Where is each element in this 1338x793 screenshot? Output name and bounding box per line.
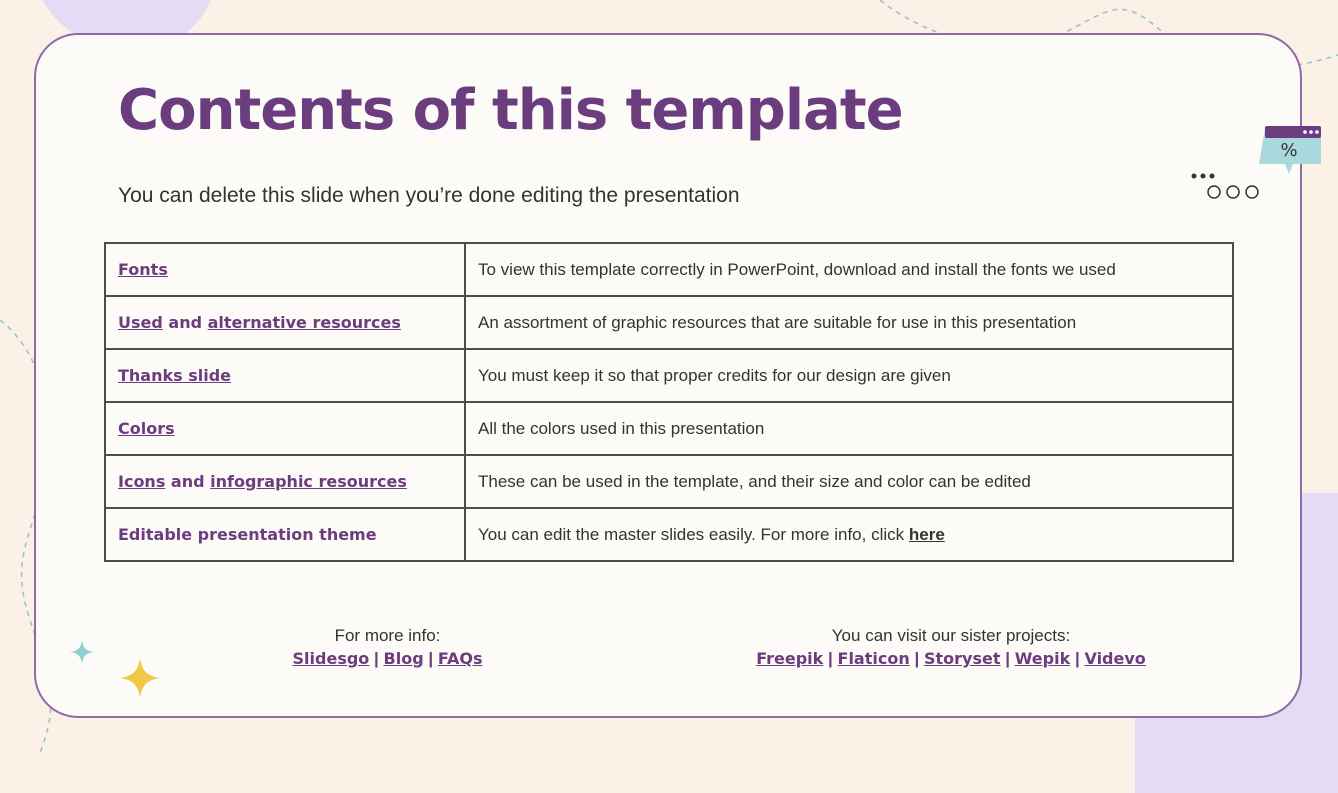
- flaticon-link[interactable]: Flaticon: [837, 649, 910, 668]
- videvo-link[interactable]: Videvo: [1084, 649, 1146, 668]
- footer-sister-projects: [712, 624, 1190, 670]
- footer-label: For more info:: [334, 626, 441, 645]
- subtitle: You can delete this slide when you’re done editing the presentation: [118, 184, 740, 207]
- footer-more-info: [240, 624, 535, 670]
- separator: |: [828, 649, 833, 668]
- freepik-link[interactable]: Freepik: [756, 649, 824, 668]
- separator: |: [374, 649, 379, 668]
- table-row: [105, 296, 1233, 349]
- resource-cell: [105, 402, 465, 455]
- thanks-slide-link[interactable]: Thanks slide: [118, 365, 232, 385]
- wepik-link[interactable]: Wepik: [1014, 649, 1071, 668]
- resource-cell: [105, 508, 465, 561]
- resource-cell: [105, 349, 465, 402]
- separator: |: [428, 649, 434, 668]
- separator: |: [914, 649, 920, 668]
- small-sparkle-icon: [70, 640, 94, 664]
- used-link[interactable]: Used: [118, 312, 163, 332]
- slidesgo-link[interactable]: Slidesgo: [292, 649, 370, 668]
- description-cell: To view this template correctly in PowerPoint, download and install the fonts we used: [465, 243, 1233, 296]
- description-text: You can edit the master slides easily. For more info, click: [478, 524, 909, 544]
- contents-table: [104, 242, 1234, 562]
- footer-links: [712, 647, 1190, 670]
- description-cell: You must keep it so that proper credits for our design are given: [465, 349, 1233, 402]
- description-cell: All the colors used in this presentation: [465, 402, 1233, 455]
- description-cell: An assortment of graphic resources that are suitable for use in this presentation: [465, 296, 1233, 349]
- star-sparkle-icon: [120, 658, 160, 698]
- resource-cell: [105, 296, 465, 349]
- editable-theme-label: Editable presentation theme: [118, 524, 377, 544]
- faqs-link[interactable]: FAQs: [437, 649, 483, 668]
- resource-cell: [105, 455, 465, 508]
- footer-links: [240, 647, 535, 670]
- here-link[interactable]: here: [908, 524, 945, 544]
- footer-label: You can visit our sister projects:: [831, 626, 1071, 645]
- and-text: and: [162, 312, 208, 332]
- table-row: [105, 349, 1233, 402]
- table-row: [105, 508, 1233, 561]
- fonts-link[interactable]: Fonts: [118, 259, 168, 279]
- alternative-resources-link[interactable]: alternative resources: [207, 312, 401, 332]
- description-cell: [465, 508, 1233, 561]
- table-row: [105, 243, 1233, 296]
- blog-link[interactable]: Blog: [383, 649, 424, 668]
- browser-window-icon: [1255, 124, 1327, 180]
- description-cell: These can be used in the template, and their size and color can be edited: [465, 455, 1233, 508]
- infographic-resources-link[interactable]: infographic resources: [210, 471, 407, 491]
- resource-cell: [105, 243, 465, 296]
- table-row: [105, 402, 1233, 455]
- separator: |: [1074, 649, 1080, 668]
- page-title: Contents of this template: [118, 78, 903, 143]
- percent-symbol: %: [1280, 140, 1298, 161]
- colors-link[interactable]: Colors: [118, 418, 175, 438]
- and-text: and: [165, 471, 211, 491]
- storyset-link[interactable]: Storyset: [923, 649, 1001, 668]
- icons-link[interactable]: Icons: [118, 471, 166, 491]
- separator: |: [1005, 649, 1010, 668]
- table-row: [105, 455, 1233, 508]
